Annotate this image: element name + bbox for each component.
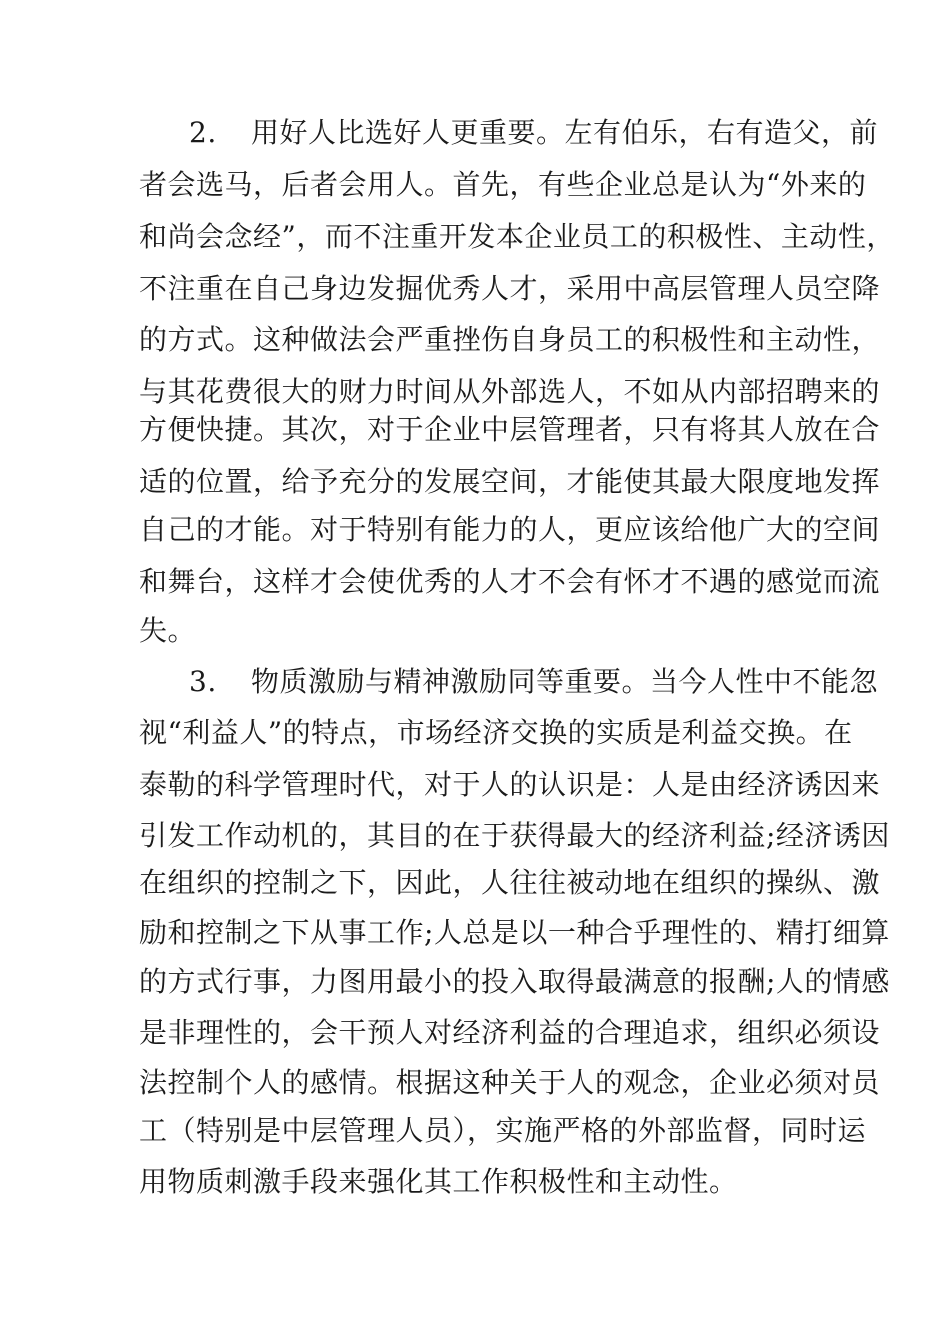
paragraph-3-line-9: 法控制个人的感情。根据这种关于人的观念，企业必须对员 <box>139 1066 881 1099</box>
paragraph-2-line-4: 不注重在自己身边发掘优秀人才，采用中高层管理人员空降 <box>139 272 881 305</box>
paragraph-3-line-11: 用物质刺激手段来强化其工作积极性和主动性。 <box>139 1165 738 1198</box>
paragraph-3-line-7: 的方式行事，力图用最小的投入取得最满意的报酬;人的情感 <box>139 965 890 998</box>
paragraph-2-line-7: 方便快捷。其次，对于企业中层管理者，只有将其人放在合 <box>139 413 881 446</box>
paragraph-2-line-10: 和舞台，这样才会使优秀的人才不会有怀才不遇的感觉而流 <box>139 565 881 598</box>
paragraph-2-line-11: 失。 <box>139 614 197 647</box>
paragraph-3-line-5: 在组织的控制之下，因此，人往往被动地在组织的操纵、激 <box>139 866 881 899</box>
paragraph-3-line-1-text: 物质激励与精神激励同等重要。当今人性中不能忽 <box>251 665 879 698</box>
paragraph-3-line-3: 泰勒的科学管理时代，对于人的认识是：人是由经济诱因来 <box>139 768 881 801</box>
paragraph-3-line-1 <box>189 665 878 699</box>
paragraph-2-line-8: 适的位置，给予充分的发展空间，才能使其最大限度地发挥 <box>139 465 881 498</box>
paragraph-2-line-9: 自己的才能。对于特别有能力的人，更应该给他广大的空间 <box>139 513 881 546</box>
paragraph-3-line-10: 工（特别是中层管理人员），实施严格的外部监督，同时运 <box>139 1114 867 1147</box>
paragraph-3-line-2: 视“利益人”的特点，市场经济交换的实质是利益交换。在 <box>139 716 853 749</box>
paragraph-2-line-3: 和尚会念经”，而不注重开发本企业员工的积极性、主动性， <box>139 220 895 253</box>
paragraph-2-line-6: 与其花费很大的财力时间从外部选人，不如从内部招聘来的 <box>139 375 881 408</box>
paragraph-2-line-1 <box>189 116 878 150</box>
paragraph-2-line-5: 的方式。这种做法会严重挫伤自身员工的积极性和主动性， <box>139 323 881 356</box>
paragraph-2-number: 2. <box>189 116 217 149</box>
paragraph-3-line-8: 是非理性的，会干预人对经济利益的合理追求，组织必须设 <box>139 1016 881 1049</box>
paragraph-3-number: 3. <box>189 665 217 698</box>
paragraph-2-line-1-text: 用好人比选好人更重要。左有伯乐，右有造父，前 <box>251 116 879 149</box>
paragraph-2-line-2: 者会选马，后者会用人。首先，有些企业总是认为“外来的 <box>139 168 867 201</box>
paragraph-3-line-4: 引发工作动机的，其目的在于获得最大的经济利益;经济诱因 <box>139 819 890 852</box>
paragraph-3-line-6: 励和控制之下从事工作;人总是以一种合乎理性的、精打细算 <box>139 916 890 949</box>
